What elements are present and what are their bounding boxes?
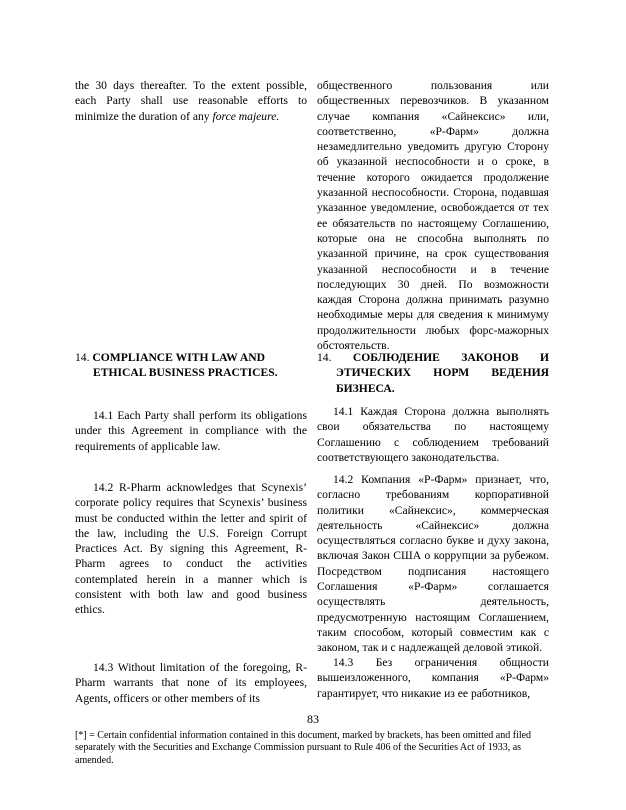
left-intro-italic: force majeure.: [212, 109, 280, 123]
right-p14-1-text: 14.1 Каждая Сторона должна выполнять свои обязательства по настоящему Соглашению с соблюдением требований соответствующего законодательства.: [317, 405, 549, 464]
confidentiality-footnote: [*] = Certain confidential information contained in this document, marked by brackets, has been omitted and filed separately with the Securities and Exchange Commission pursuant to Rule 406 of the Securities Act of 1933, as amended.: [75, 730, 532, 766]
left-section-number: 14.: [75, 351, 90, 364]
left-paragraph-14-2: [75, 480, 307, 618]
left-section-title-line2: ETHICAL BUSINESS PRACTICES.: [93, 366, 278, 380]
right-intro-text: общественного пользования или общественных перевозчиков. В указанном случае компания «Сайнексис» или, соответственно, «Р-Фарм» должна незамедлительно уведомить другую Сторону об указанной неспособности и о сроке, в течение которого ожидается продолжение указанной неспособности. Сторона, подавшая указанное уведомление, освобождается от тех ее обязательств по настоящему Соглашению, которые она не способна выполнять по указанной причине, на срок существования указанной неспособности и в течение последующих 30 дней. По возможности каждая Сторона должна принимать разумно необходимые меры для сведения к минимуму продолжительности любых форс-мажорных обстоятельств.: [317, 79, 549, 353]
left-paragraph-14-1: [75, 408, 307, 454]
left-section-title-line1: COMPLIANCE WITH LAW AND: [92, 351, 265, 364]
left-section-14-heading: [75, 350, 307, 381]
left-p14-1-text: 14.1 Each Party shall perform its obligations under this Agreement in compliance with the requirements of applicable law.: [75, 409, 307, 453]
left-p14-3-text: 14.3 Without limitation of the foregoing, R-Pharm warrants that none of its employees, Agents, officers or other members of its: [75, 661, 307, 705]
right-section-number: 14.: [317, 351, 332, 364]
right-paragraph-14-1: [317, 404, 549, 465]
right-paragraph-14-2: [317, 472, 549, 656]
right-section-title-line2: ЭТИЧЕСКИХ НОРМ ВЕДЕНИЯ: [336, 366, 549, 380]
right-section-title-line3: БИЗНЕСА.: [336, 381, 395, 395]
page-number: 83: [307, 712, 319, 726]
right-p14-3-text: 14.3 Без ограничения общности вышеизложенного, компания «Р-Фарм» гарантирует, что никакие из ее работников,: [317, 656, 549, 700]
right-intro-paragraph: [317, 78, 549, 353]
left-intro-paragraph: [75, 78, 307, 124]
left-intro-text: the 30 days thereafter. To the extent possible, each Party shall use reasonable efforts to minimize the duration of any: [75, 79, 307, 123]
right-section-14-heading: [317, 350, 549, 396]
right-p14-2-text: 14.2 Компания «Р-Фарм» признает, что, согласно требованиям корпоративной политики «Сайнексис», коммерческая деятельность «Сайнексис» должна осуществляться согласно букве и духу закона, включая Закон США о коррупции за рубежом. Посредством подписания настоящего Соглашения «Р-Фарм» соглашается осуществлять деятельность, предусмотренную настоящим Соглашением, таким способом, который совместим как с законом, так и с надлежащей деловой этикой.: [317, 473, 549, 655]
left-p14-2-text: 14.2 R-Pharm acknowledges that Scynexis’ corporate policy requires that Scynexis’ business must be conducted within the letter and spirit of the law, including the U.S. Foreign Corrupt Practices Act. By signing this Agreement, R-Pharm agrees to conduct the activities contemplated herein in a manner which is consistent with both law and good business ethics.: [75, 481, 307, 617]
right-section-title-line1: СОБЛЮДЕНИЕ ЗАКОНОВ И: [352, 351, 549, 364]
left-paragraph-14-3: [75, 660, 307, 706]
right-paragraph-14-3: [317, 655, 549, 701]
